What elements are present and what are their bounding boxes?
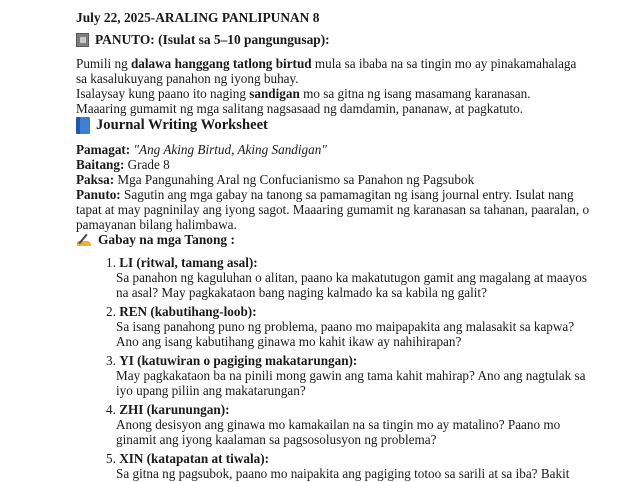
gabay-heading-text: Gabay na mga Tanong : [98,232,235,247]
question-1-line-2: na asal? May pagkakataon bang naging kalmado ka sa kabila ng galit? [116,285,487,300]
baitang-value: Grade 8 [127,157,170,172]
panuto-line-3 [76,86,531,102]
text: mula sa ibaba na sa tingin mo ay pinakamahalaga [311,56,577,71]
question-number: 2. [106,304,116,319]
panuto-line-2 [76,71,299,87]
blue-book-icon [76,117,90,134]
journal-panuto-label: Panuto: [76,187,121,202]
bold-text: sandigan [249,86,300,101]
question-3-line-1: May pagkakataon ba na pinili mong gawin ang tama kahit mahirap? Ano ang nagtulak sa [116,368,586,383]
question-4-line-2: ginamit ang iyong kaalaman sa pagsosolusyon ng problema? [116,432,437,447]
question-1-line-1: Sa panahon ng kaguluhan o alitan, paano ka makatutugon gamit ang magalang at maayos [116,270,587,285]
question-2-line-1: Sa isang panahong puno ng problema, paano mo maipapakita ang malasakit sa kapwa? [116,319,575,334]
panuto-line-4 [76,101,523,117]
text: sa kasalukuyang panahon ng iyong buhay. [76,71,299,86]
text: Maaaring gumamit ng mga salitang nagsasaad ng damdamin, pananaw, at pagkatuto. [76,101,524,116]
question-number: 4. [106,402,116,417]
baitang-line [76,157,170,173]
question-number: 5. [106,451,116,466]
question-title: REN (kabutihang-loob): [119,304,257,319]
panuto-heading [76,32,330,48]
document-title: July 22, 2025-ARALING PANLIPUNAN 8 [76,10,320,25]
paksa-value: Mga Pangunahing Aral ng Confucianismo sa Panahon ng Pagsubok [117,172,475,187]
question-number: 3. [106,353,116,368]
journal-panuto-line-1 [76,187,574,203]
question-5-line-1: Sa gitna ng pagsubok, paano mo naipakita ang pagiging totoo sa sarili at sa iba? Bakit [116,466,570,481]
question-title: XIN (katapatan at tiwala): [119,451,270,466]
question-number: 1. [106,255,116,270]
notebook-icon [76,33,89,47]
question-title: LI (ritwal, tamang asal): [119,255,258,270]
panuto-heading-text: PANUTO: (Isulat sa 5–10 pangungusap): [95,32,330,47]
journal-heading-text: Journal Writing Worksheet [96,116,268,133]
paksa-label: Paksa: [76,172,115,187]
journal-panuto-line-3 [76,217,237,233]
journal-panuto-text: pamayanan bilang halimbawa. [76,217,237,232]
text: mo sa gitna ng isang masamang karanasan. [299,86,531,101]
question-3-header [106,353,357,369]
pamagat-line [76,142,327,158]
question-5-header [106,451,269,467]
question-2-header [106,304,257,320]
bold-text: dalawa hanggang tatlong birtud [130,56,312,71]
question-title: YI (katuwiran o pagiging makatarungan): [119,353,358,368]
question-3-line-2: iyo upang piliin ang makatarungan? [116,383,306,398]
pamagat-value: "Ang Aking Birtud, Aking Sandigan" [133,142,327,157]
question-4-header [106,402,230,418]
panuto-line-1 [76,56,576,72]
text: Pumili ng [76,56,131,71]
question-title: ZHI (karunungan): [119,402,230,417]
gabay-heading [76,232,235,248]
text: Isalaysay kung paano ito naging [76,86,250,101]
baitang-label: Baitang: [76,157,125,172]
journal-heading [76,117,268,134]
journal-panuto-line-2 [76,202,589,218]
journal-panuto-text: Sagutin ang mga gabay na tanong sa pamamagitan ng isang journal entry. Isulat nang [124,187,574,202]
journal-panuto-text: tapat at may pagninilay ang iyong sagot. Maaaring gumamit ng karanasan sa tahanan, paaralan, o [76,202,590,217]
writing-hand-icon [76,233,92,247]
question-2-line-2: Ano ang isang kabutihang ginawa mo kahit ikaw ay nahihirapan? [116,334,462,349]
paksa-line [76,172,474,188]
question-1-header [106,255,258,271]
question-4-line-1: Anong desisyon ang ginawa mo kamakailan na sa tingin mo ay matalino? Paano mo [116,417,561,432]
pamagat-label: Pamagat: [76,142,131,157]
